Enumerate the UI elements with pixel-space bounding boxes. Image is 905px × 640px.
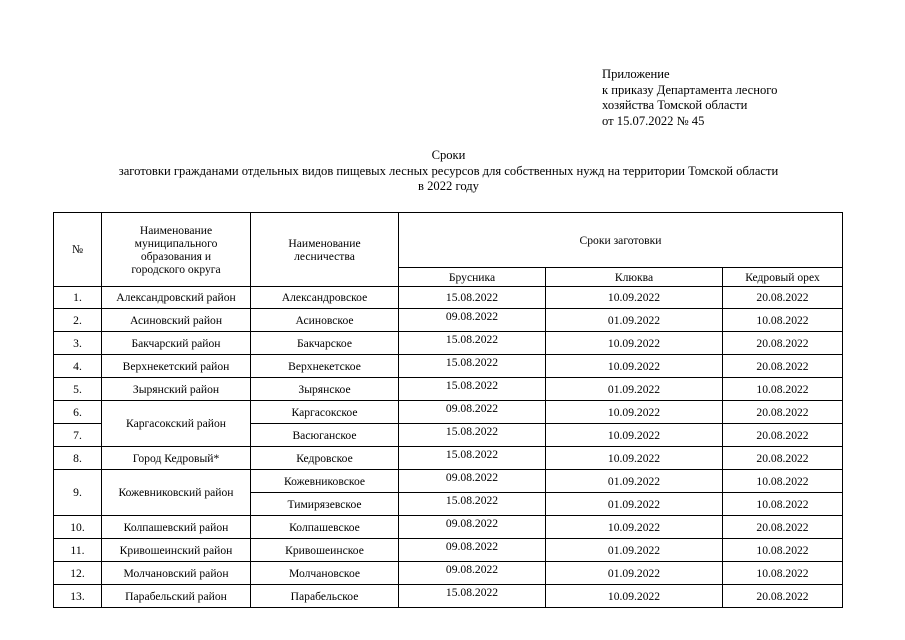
appendix-line: от 15.07.2022 № 45 (602, 113, 705, 128)
municipality-cell: Молчановский район (102, 562, 251, 585)
cranberry-date: 10.09.2022 (546, 447, 723, 470)
pine-nut-date: 20.08.2022 (723, 516, 843, 539)
forestry-cell: Верхнекетское (251, 355, 399, 378)
header-cranberry: Клюква (546, 268, 723, 287)
lingonberry-date: 15.08.2022 (399, 585, 546, 608)
harvest-terms-table (53, 212, 843, 608)
municipality-cell: Кривошеинский район (102, 539, 251, 562)
municipality-cell: Город Кедровый* (102, 447, 251, 470)
table-row (54, 401, 843, 424)
municipality-cell: Бакчарский район (102, 332, 251, 355)
pine-nut-date: 20.08.2022 (723, 585, 843, 608)
table-row (54, 562, 843, 585)
forestry-cell: Каргасокское (251, 401, 399, 424)
cranberry-date: 10.09.2022 (546, 585, 723, 608)
pine-nut-date: 10.08.2022 (723, 309, 843, 332)
cranberry-date: 01.09.2022 (546, 539, 723, 562)
cranberry-date: 01.09.2022 (546, 470, 723, 493)
header-terms: Сроки заготовки (399, 213, 843, 268)
header-lingonberry: Брусника (399, 268, 546, 287)
row-number: 5. (54, 378, 102, 401)
table-row (54, 585, 843, 608)
forestry-cell: Кедровское (251, 447, 399, 470)
lingonberry-date: 15.08.2022 (399, 447, 546, 470)
header-pine-nut: Кедровый орех (723, 268, 843, 287)
row-number: 6. (54, 401, 102, 424)
cranberry-date: 01.09.2022 (546, 378, 723, 401)
forestry-cell: Александровское (251, 287, 399, 309)
row-number: 12. (54, 562, 102, 585)
table-row (54, 287, 843, 309)
forestry-cell: Тимирязевское (251, 493, 399, 516)
title-line: в 2022 году (418, 179, 479, 194)
cranberry-date: 01.09.2022 (546, 562, 723, 585)
municipality-cell: Колпашевский район (102, 516, 251, 539)
row-number: 1. (54, 287, 102, 309)
appendix-line: Приложение (602, 67, 670, 81)
pine-nut-date: 10.08.2022 (723, 378, 843, 401)
lingonberry-date: 09.08.2022 (399, 470, 546, 493)
title-line: Сроки (431, 148, 466, 162)
municipality-cell: Верхнекетский район (102, 355, 251, 378)
municipality-cell: Парабельский район (102, 585, 251, 608)
lingonberry-date: 15.08.2022 (399, 424, 546, 447)
cranberry-date: 01.09.2022 (546, 309, 723, 332)
row-number: 4. (54, 355, 102, 378)
pine-nut-date: 10.08.2022 (723, 470, 843, 493)
municipality-cell: Александровский район (102, 287, 251, 309)
lingonberry-date: 15.08.2022 (399, 287, 546, 309)
lingonberry-date: 09.08.2022 (399, 562, 546, 585)
row-number: 3. (54, 332, 102, 355)
cranberry-date: 01.09.2022 (546, 493, 723, 516)
pine-nut-date: 20.08.2022 (723, 355, 843, 378)
table-row (54, 378, 843, 401)
appendix-block (602, 67, 777, 129)
cranberry-date: 10.09.2022 (546, 424, 723, 447)
lingonberry-date: 15.08.2022 (399, 355, 546, 378)
table-row (54, 309, 843, 332)
table-row (54, 447, 843, 470)
lingonberry-date: 15.08.2022 (399, 332, 546, 355)
row-number: 10. (54, 516, 102, 539)
row-number: 13. (54, 585, 102, 608)
pine-nut-date: 10.08.2022 (723, 493, 843, 516)
pine-nut-date: 20.08.2022 (723, 424, 843, 447)
document-title (40, 148, 857, 195)
municipality-cell: Кожевниковский район (102, 470, 251, 516)
forestry-cell: Асиновское (251, 309, 399, 332)
row-number: 7. (54, 424, 102, 447)
forestry-cell: Васюганское (251, 424, 399, 447)
row-number: 2. (54, 309, 102, 332)
cranberry-date: 10.09.2022 (546, 355, 723, 378)
table-row (54, 355, 843, 378)
header-number: № (54, 213, 102, 287)
pine-nut-date: 10.08.2022 (723, 539, 843, 562)
lingonberry-date: 15.08.2022 (399, 493, 546, 516)
cranberry-date: 10.09.2022 (546, 516, 723, 539)
forestry-cell: Зырянское (251, 378, 399, 401)
cranberry-date: 10.09.2022 (546, 332, 723, 355)
pine-nut-date: 20.08.2022 (723, 447, 843, 470)
pine-nut-date: 20.08.2022 (723, 332, 843, 355)
table-row (54, 470, 843, 493)
municipality-cell: Асиновский район (102, 309, 251, 332)
forestry-cell: Кожевниковское (251, 470, 399, 493)
lingonberry-date: 15.08.2022 (399, 378, 546, 401)
appendix-line: к приказу Департамента лесного (602, 82, 778, 97)
lingonberry-date: 09.08.2022 (399, 401, 546, 424)
pine-nut-date: 20.08.2022 (723, 401, 843, 424)
cranberry-date: 10.09.2022 (546, 287, 723, 309)
table-row (54, 516, 843, 539)
lingonberry-date: 09.08.2022 (399, 539, 546, 562)
appendix-line: хозяйства Томской области (602, 98, 748, 113)
pine-nut-date: 10.08.2022 (723, 562, 843, 585)
forestry-cell: Колпашевское (251, 516, 399, 539)
cranberry-date: 10.09.2022 (546, 401, 723, 424)
pine-nut-date: 20.08.2022 (723, 287, 843, 309)
header-forestry: Наименование лесничества (251, 213, 399, 287)
header-municipality: Наименование муниципального образования и городского округа (102, 213, 251, 287)
lingonberry-date: 09.08.2022 (399, 309, 546, 332)
municipality-cell: Каргасокский район (102, 401, 251, 447)
title-line: заготовки гражданами отдельных видов пищевых лесных ресурсов для собственных нужд на территории Томской области (118, 163, 779, 178)
row-number: 11. (54, 539, 102, 562)
row-number: 8. (54, 447, 102, 470)
municipality-cell: Зырянский район (102, 378, 251, 401)
table-row (54, 539, 843, 562)
row-number: 9. (54, 470, 102, 516)
lingonberry-date: 09.08.2022 (399, 516, 546, 539)
forestry-cell: Молчановское (251, 562, 399, 585)
forestry-cell: Парабельское (251, 585, 399, 608)
forestry-cell: Кривошеинское (251, 539, 399, 562)
forestry-cell: Бакчарское (251, 332, 399, 355)
table-row (54, 332, 843, 355)
